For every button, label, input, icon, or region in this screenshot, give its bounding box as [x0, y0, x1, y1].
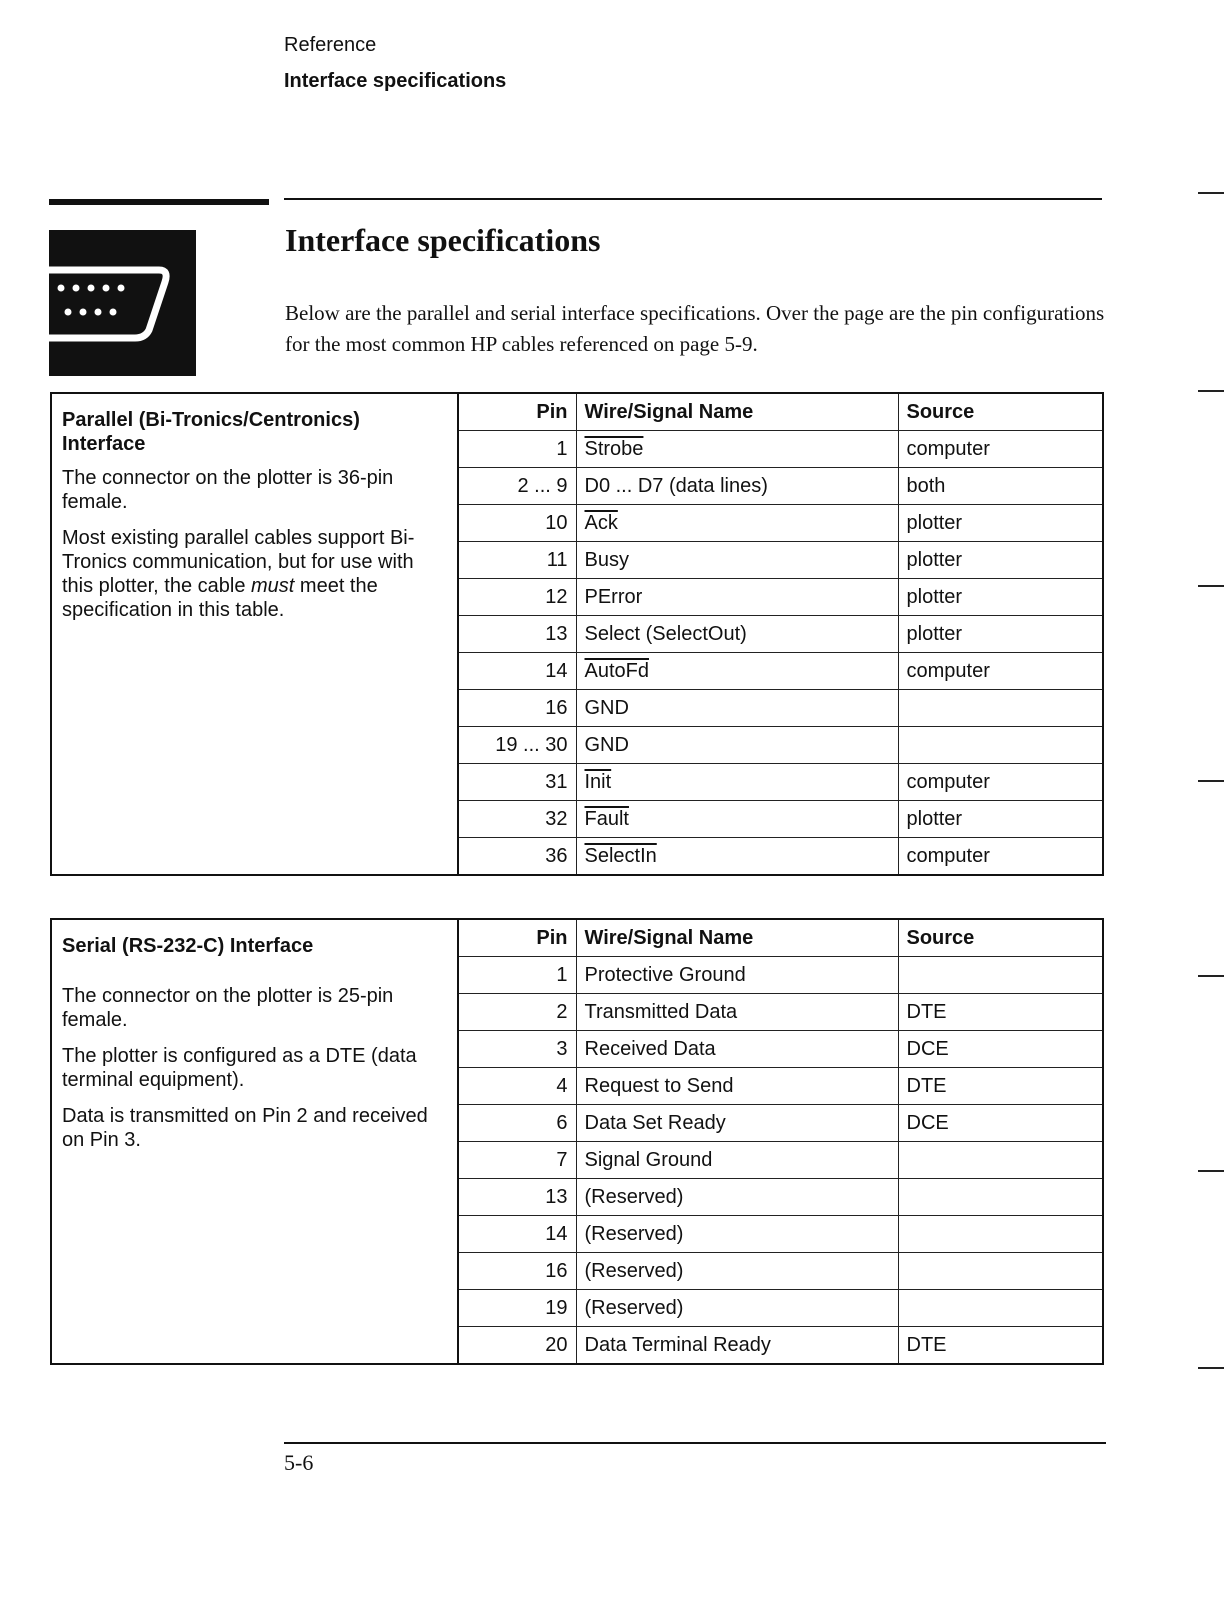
signal-cell: (Reserved) [576, 1253, 898, 1290]
page-number: 5-6 [284, 1450, 314, 1475]
serial-data-note: Data is transmitted on Pin 2 and received on Pin 3. [62, 1105, 428, 1151]
pin-cell: 13 [458, 1179, 576, 1216]
source-cell: DTE [898, 1327, 1103, 1365]
table-header-row [51, 393, 1103, 431]
pin-cell: 16 [458, 690, 576, 727]
signal-cell: Received Data [576, 1031, 898, 1068]
pin-cell: 32 [458, 801, 576, 838]
source-header: Source [898, 919, 1103, 957]
parallel-interface-table [50, 392, 1104, 876]
source-cell [898, 1216, 1103, 1253]
serial-description [51, 919, 458, 1364]
pin-cell: 2 ... 9 [458, 468, 576, 505]
pin-cell: 19 [458, 1290, 576, 1327]
pin-cell: 11 [458, 542, 576, 579]
source-cell: DTE [898, 994, 1103, 1031]
source-cell: plotter [898, 801, 1103, 838]
signal-cell: GND [576, 690, 898, 727]
parallel-connector-note: The connector on the plotter is 36-pin female. [62, 467, 394, 513]
source-cell [898, 1142, 1103, 1179]
source-cell [898, 1179, 1103, 1216]
pin-cell: 1 [458, 431, 576, 468]
source-cell [898, 957, 1103, 994]
serial-interface-table [50, 918, 1104, 1365]
signal-cell: Request to Send [576, 1068, 898, 1105]
pin-cell: 19 ... 30 [458, 727, 576, 764]
margin-tick [1198, 1170, 1224, 1172]
signal-cell: Transmitted Data [576, 994, 898, 1031]
serial-title: Serial (RS-232-C) Interface [62, 935, 314, 957]
header-rule-thick [49, 199, 269, 205]
signal-cell: Data Set Ready [576, 1105, 898, 1142]
source-cell: plotter [898, 579, 1103, 616]
margin-tick [1198, 1367, 1224, 1369]
margin-tick [1198, 192, 1224, 194]
pin-cell: 36 [458, 838, 576, 876]
source-header: Source [898, 393, 1103, 431]
margin-tick [1198, 585, 1224, 587]
pin-header: Pin [458, 919, 576, 957]
pin-cell: 31 [458, 764, 576, 801]
pin-cell: 4 [458, 1068, 576, 1105]
parallel-description [51, 393, 458, 875]
source-cell: DCE [898, 1105, 1103, 1142]
signal-cell: Signal Ground [576, 1142, 898, 1179]
source-cell: both [898, 468, 1103, 505]
signal-cell: GND [576, 727, 898, 764]
source-cell [898, 727, 1103, 764]
signal-cell: Busy [576, 542, 898, 579]
signal-cell: Data Terminal Ready [576, 1327, 898, 1365]
signal-cell: Init [576, 764, 898, 801]
source-cell: plotter [898, 542, 1103, 579]
signal-cell: Strobe [576, 431, 898, 468]
serial-dte-note: The plotter is configured as a DTE (data terminal equipment). [62, 1045, 417, 1091]
pin-cell: 7 [458, 1142, 576, 1179]
pin-cell: 6 [458, 1105, 576, 1142]
pin-cell: 2 [458, 994, 576, 1031]
pin-cell: 10 [458, 505, 576, 542]
pin-cell: 14 [458, 1216, 576, 1253]
signal-cell: D0 ... D7 (data lines) [576, 468, 898, 505]
margin-tick [1198, 390, 1224, 392]
source-cell: computer [898, 431, 1103, 468]
source-cell [898, 1290, 1103, 1327]
signal-cell: Select (SelectOut) [576, 616, 898, 653]
signal-cell: $\overline{Ack}$ [576, 505, 898, 542]
source-cell: computer [898, 653, 1103, 690]
header-rule-thin [284, 198, 1102, 200]
signal-header: Wire/Signal Name [576, 393, 898, 431]
margin-tick [1198, 780, 1224, 782]
pin-cell: 12 [458, 579, 576, 616]
running-header-title: Interface specifications [284, 70, 507, 92]
source-cell: DTE [898, 1068, 1103, 1105]
pin-cell: 20 [458, 1327, 576, 1365]
margin-tick [1198, 975, 1224, 977]
signal-cell: SelectIn [576, 838, 898, 876]
source-cell [898, 1253, 1103, 1290]
pin-header: Pin [458, 393, 576, 431]
source-cell: plotter [898, 505, 1103, 542]
signal-cell: AutoFd [576, 653, 898, 690]
signal-cell: (Reserved) [576, 1216, 898, 1253]
source-cell [898, 690, 1103, 727]
signal-cell: (Reserved) [576, 1290, 898, 1327]
table-header-row [51, 919, 1103, 957]
intro-paragraph: Below are the parallel and serial interface specifications. Over the page are the pin configurations for the most common HP cables referenced on page 5-9. [285, 301, 1105, 356]
parallel-title: Parallel (Bi-Tronics/Centronics) Interface [62, 409, 360, 455]
footer-rule [284, 1442, 1106, 1444]
pin-cell: 3 [458, 1031, 576, 1068]
parallel-cable-note: Most existing parallel cables support Bi-Tronics communication, but for use with this plotter, the cable must meet the specification in this table. [62, 527, 415, 621]
signal-cell: Fault [576, 801, 898, 838]
serial-connector-note: The connector on the plotter is 25-pin female. [62, 985, 394, 1031]
serial-connector-icon [49, 230, 196, 376]
pin-cell: 16 [458, 1253, 576, 1290]
pin-cell: 1 [458, 957, 576, 994]
signal-cell: (Reserved) [576, 1179, 898, 1216]
signal-cell: PError [576, 579, 898, 616]
signal-header: Wire/Signal Name [576, 919, 898, 957]
source-cell: plotter [898, 616, 1103, 653]
pin-cell: 14 [458, 653, 576, 690]
pin-cell: 13 [458, 616, 576, 653]
signal-cell: Protective Ground [576, 957, 898, 994]
source-cell: computer [898, 838, 1103, 876]
source-cell: computer [898, 764, 1103, 801]
page-title: Interface specifications [285, 222, 601, 258]
source-cell: DCE [898, 1031, 1103, 1068]
running-header-section: Reference [284, 34, 377, 56]
